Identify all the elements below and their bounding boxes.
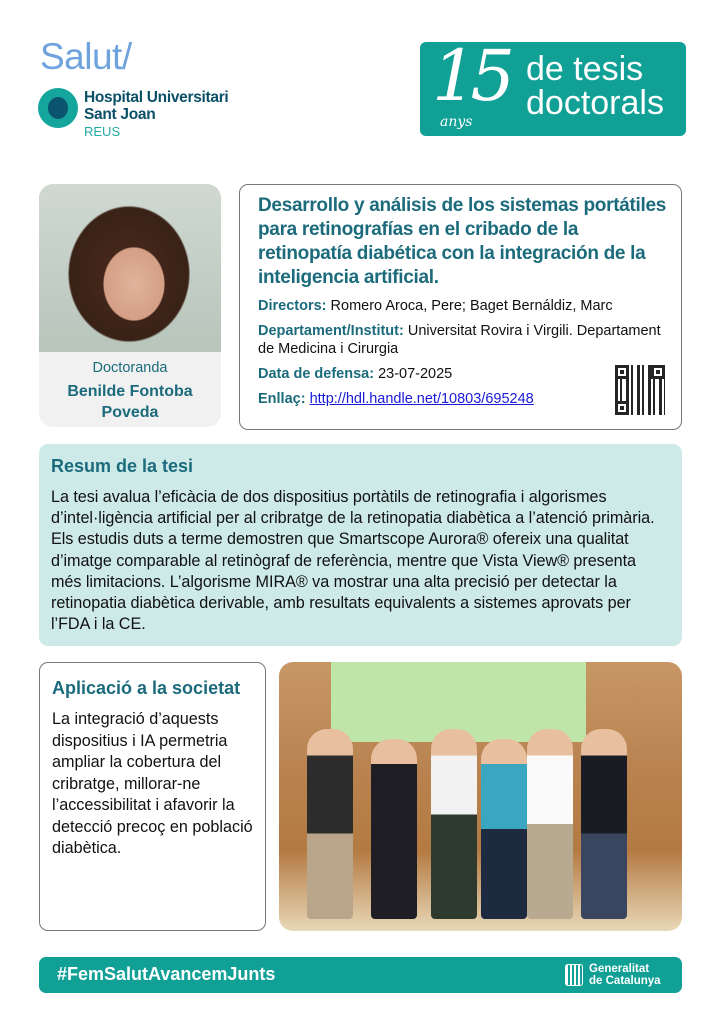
summary-text: La tesi avalua l’eficàcia de dos dispositius portàtils de retinografia i algorismes d’intel·ligència artificial per al cribratge de la retinopatia diabètica a l’atenció primària. Els estudis duts a terme demostren que Smartscope Aurora® ofereix una qualitat d’imatge comparable al retinògraf de referència, mentre que Vista View® presenta més limitacions. L’algorisme MIRA® va mostrar una alta precisió per detectar la retinopatia diabètica derivable, amb resultats equivalents a sistemes aprovats per l’FDA i la CE. bbox=[51, 488, 655, 634]
salut-logo: Salut/ bbox=[40, 36, 132, 77]
person bbox=[481, 739, 527, 919]
generalitat-logo-icon bbox=[565, 964, 583, 986]
qr-finder bbox=[615, 365, 629, 379]
summary-section bbox=[39, 444, 682, 646]
defense-date: 23-07-2025 bbox=[378, 366, 453, 382]
generalitat-line2: de Catalunya bbox=[589, 975, 661, 987]
candidate-card bbox=[39, 184, 221, 427]
hospital-city: REUS bbox=[84, 124, 121, 139]
footer-bar bbox=[39, 957, 682, 993]
generalitat-name bbox=[589, 963, 661, 987]
generalitat-line1: Generalitat bbox=[589, 963, 650, 975]
thesis-title: Desarrollo y análisis de los sistemas portátiles para retinografías en el cribado de la retinopatía diabética con la integración de la inteligencia artificial. bbox=[258, 195, 667, 288]
summary-heading: Resum de la tesi bbox=[51, 456, 194, 476]
thesis-info-card bbox=[239, 184, 682, 430]
person bbox=[527, 729, 573, 919]
candidate-name-line1: Benilde Fontoba bbox=[67, 383, 193, 400]
hospital-name-line1: Hospital Universitari bbox=[84, 89, 229, 106]
thesis-link[interactable]: http://hdl.handle.net/10803/695248 bbox=[309, 391, 534, 407]
person bbox=[307, 729, 353, 919]
group-photo bbox=[279, 662, 682, 931]
directors-row bbox=[258, 297, 667, 315]
link-row bbox=[258, 390, 667, 408]
society-text: La integració d’aquests dispositius i IA permetria ampliar la cobertura del cribratge, millorar-ne l’accessibilitat i afavorir la detecció precoç en població diabètica. bbox=[52, 710, 253, 857]
person bbox=[431, 729, 477, 919]
badge-anys: anys bbox=[440, 114, 473, 130]
hospital-name bbox=[84, 89, 228, 123]
hospital-logo-icon bbox=[38, 88, 78, 128]
candidate-photo bbox=[39, 184, 221, 352]
qr-finder bbox=[651, 365, 665, 379]
qr-code-icon[interactable] bbox=[615, 365, 665, 415]
directors-value: Romero Aroca, Pere; Baget Bernáldiz, Marc bbox=[330, 298, 613, 314]
hashtag: #FemSalutAvancemJunts bbox=[57, 964, 276, 984]
society-heading: Aplicació a la societat bbox=[52, 678, 241, 698]
person bbox=[581, 729, 627, 919]
defense-label: Data de defensa: bbox=[258, 366, 375, 382]
badge-line2: doctorals bbox=[526, 84, 664, 122]
directors-label: Directors: bbox=[258, 298, 327, 314]
society-section bbox=[39, 662, 266, 931]
hospital-name-line2: Sant Joan bbox=[84, 106, 156, 123]
badge-number: 15 bbox=[432, 35, 510, 117]
candidate-name-line2: Poveda bbox=[101, 404, 159, 421]
person bbox=[371, 739, 417, 919]
qr-finder bbox=[615, 401, 629, 415]
department-label: Departament/Institut: bbox=[258, 323, 404, 339]
defense-row bbox=[258, 365, 667, 383]
candidate-name bbox=[39, 381, 221, 423]
department-row bbox=[258, 322, 667, 358]
link-label: Enllaç: bbox=[258, 391, 306, 407]
candidate-role: Doctoranda bbox=[92, 360, 168, 376]
badge-line1: de tesis bbox=[526, 50, 644, 88]
department-value: Universitat Rovira i Virgili. Departament de Medicina i Cirurgia bbox=[258, 323, 661, 357]
